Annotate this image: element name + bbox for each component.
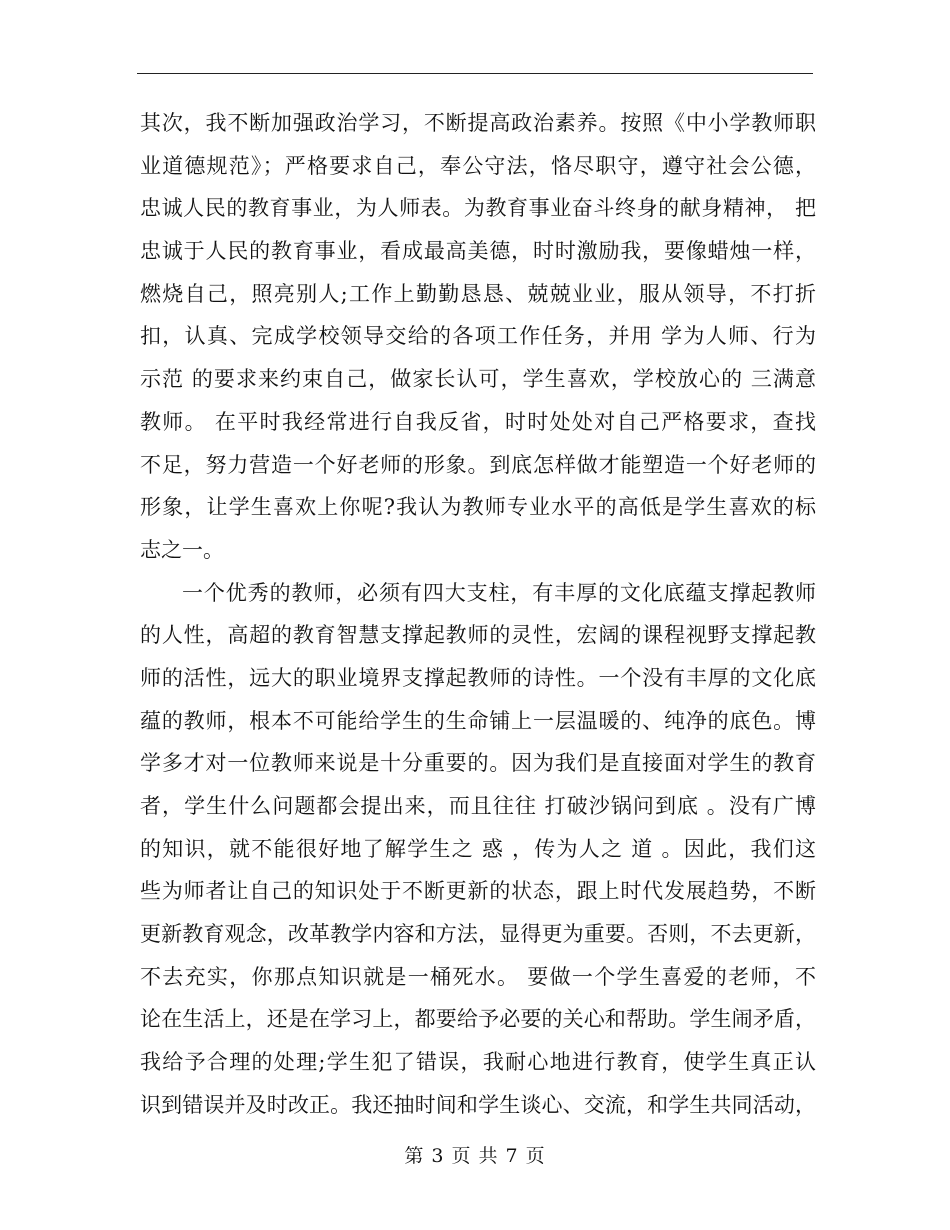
text-line: 我给予合理的处理;学生犯了错误，我耐心地进行教育，使学生真正认 <box>140 1050 816 1075</box>
text-line: 燃烧自己，照亮别人;工作上勤勤恳恳、兢兢业业，服从领导，不打折 <box>140 281 816 306</box>
text-line: 的知识，就不能很好地了解学生之 惑 ，传为人之 道 。因此，我们这 <box>140 836 816 861</box>
text-line: 示范 的要求来约束自己，做家长认可，学生喜欢，学校放心的 三满意 <box>140 367 816 392</box>
text-line: 些为师者让自己的知识处于不断更新的状态，跟上时代发展趋势，不断 <box>140 879 816 904</box>
text-line: 其次，我不断加强政治学习，不断提高政治素养。按照《中小学教师职 <box>140 111 816 135</box>
text-line: 教师。 在平时我经常进行自我反省，时时处处对自己严格要求，查找 <box>140 409 816 434</box>
page-number-footer: 第 3 页 共 7 页 <box>404 1145 546 1167</box>
text-line: 忠诚人民的教育事业，为人师表。为教育事业奋斗终身的献身精神， 把 <box>140 196 816 221</box>
paragraph-start-line: 一个优秀的教师，必须有四大支柱，有丰厚的文化底蕴支撑起教师 <box>182 580 816 605</box>
text-line: 论在生活上，还是在学习上，都要给予必要的关心和帮助。学生闹矛盾， <box>140 1007 816 1032</box>
header-rule <box>137 73 813 74</box>
text-line: 扣，认真、完成学校领导交给的各项工作任务，并用 学为人师、行为 <box>140 324 816 349</box>
text-line: 更新教育观念，改革教学内容和方法，显得更为重要。否则，不去更新， <box>140 922 816 947</box>
text-line: 师的活性，远大的职业境界支撑起教师的诗性。一个没有丰厚的文化底 <box>140 665 816 690</box>
text-line: 者，学生什么问题都会提出来，而且往往 打破沙锅问到底 。没有广博 <box>140 794 816 818</box>
text-line: 的人性，高超的教育智慧支撑起教师的灵性，宏阔的课程视野支撑起教 <box>140 623 816 648</box>
text-line: 识到错误并及时改正。我还抽时间和学生谈心、交流，和学生共同活动， <box>140 1092 816 1117</box>
text-line: 志之一。 <box>140 537 224 562</box>
text-line: 忠诚于人民的教育事业，看成最高美德，时时激励我，要像蜡烛一样， <box>140 239 816 264</box>
text-line: 蕴的教师，根本不可能给学生的生命铺上一层温暖的、纯净的底色。博 <box>140 708 816 733</box>
text-line: 业道德规范》；严格要求自己，奉公守法，恪尽职守，遵守社会公德， <box>140 153 816 178</box>
text-line: 学多才对一位教师来说是十分重要的。因为我们是直接面对学生的教育 <box>140 751 816 776</box>
text-line: 不足，努力营造一个好老师的形象。到底怎样做才能塑造一个好老师的 <box>140 452 816 477</box>
text-line: 形象，让学生喜欢上你呢?我认为教师专业水平的高低是学生喜欢的标 <box>140 495 816 520</box>
text-line: 不去充实，你那点知识就是一桶死水。 要做一个学生喜爱的老师，不 <box>140 964 816 989</box>
body-text <box>140 102 816 1127</box>
